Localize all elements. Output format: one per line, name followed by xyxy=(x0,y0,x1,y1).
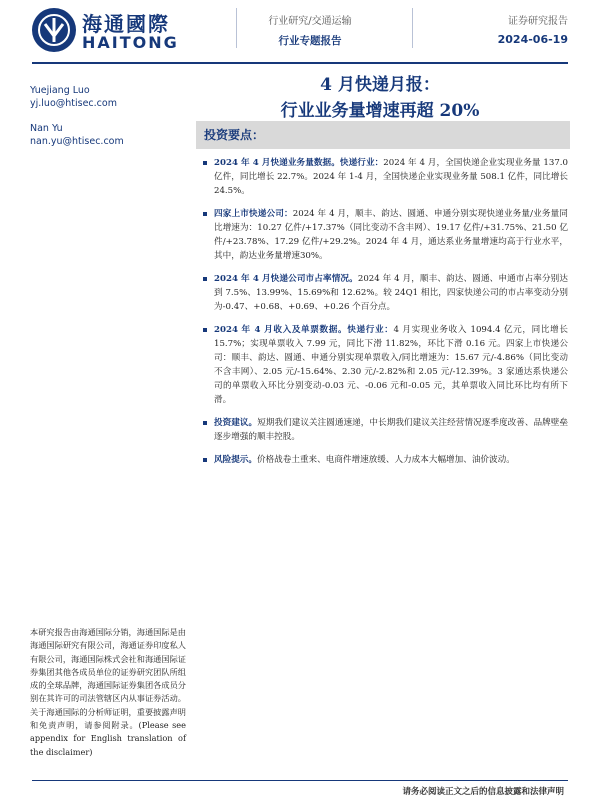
report-category: 行业研究/交通运输 xyxy=(268,16,352,27)
author-list xyxy=(30,84,180,160)
key-point xyxy=(202,416,568,444)
key-point-text: 短期我们建议关注圆通速递，中长期我们建议关注经营情况逐季度改善、品牌壁垒逐步增强的顺丰控股。 xyxy=(214,418,568,442)
logo-chinese-text: 海通國際 xyxy=(82,12,170,36)
report-date: 2024-06-19 xyxy=(497,33,568,46)
header-divider xyxy=(236,8,237,48)
logo-english-text: HAITONG xyxy=(82,33,179,52)
key-point xyxy=(202,207,568,263)
header-category-block xyxy=(240,12,380,48)
key-point-text: 2024 年 4 月，全国快递企业实现业务量 137.0 亿件，同比增长 22.7%。2024 年 1-4 月，全国快递企业实现业务量 508.1 亿件，同比增长 24.5%。 xyxy=(214,158,568,196)
key-point-lead: 2024 年 4 月收入及单票数据。快递行业： xyxy=(214,325,394,335)
haitong-logo xyxy=(32,6,212,58)
footer-rule xyxy=(32,780,568,781)
key-point-text: 2024 年 4 月，顺丰、韵达、圆通、申通市占率分别达到 7.5%、13.99%、15.69%和 12.62%。较 24Q1 相比，四家快递公司的市占率变动分别为-0.47、+0.68、+0.69、+0.26 个百分点。 xyxy=(214,274,568,312)
header-divider xyxy=(412,8,413,48)
key-point-text: 4 月实现业务收入 1094.4 亿元，同比增长 15.7%；实现单票收入 7.99 元，同比下滑 11.82%，环比下滑 0.16 元。四家上市快递公司：顺丰、韵达、圆通、申通分别实现单票收入/同比增速为：15.67 元/-4.86%（同比变动不含丰网）、2.05 元/-15.64%、2.30 元/-2.82%和 2.05 元/-12.39%。3 家通达系快递公司的单票收入环比分别变动-0.03 元、-0.06 元和-0.05 元，其单票收入同比环比均有所下滑。 xyxy=(214,325,569,405)
key-point xyxy=(202,323,568,407)
author-entry xyxy=(30,84,180,110)
key-point xyxy=(202,272,568,314)
footer-notice: 请务必阅读正文之后的信息披露和法律声明 xyxy=(402,787,564,797)
key-point-lead: 投资建议。 xyxy=(214,418,258,428)
key-point-lead: 四家上市快递公司： xyxy=(214,209,293,219)
report-header xyxy=(0,0,600,62)
haitong-emblem-icon xyxy=(32,8,76,52)
key-point-lead: 2024 年 4 月快递公司市占率情况。 xyxy=(214,274,358,284)
author-email[interactable]: nan.yu@htisec.com xyxy=(30,136,124,147)
title-line-1: 4 月快递月报： xyxy=(320,75,440,95)
key-point-lead: 2024 年 4 月快递业务量数据。快递行业： xyxy=(214,158,384,168)
key-point xyxy=(202,156,568,198)
author-name: Yuejiang Luo xyxy=(30,85,90,96)
report-title xyxy=(190,72,570,124)
header-date-block xyxy=(428,12,568,46)
author-name: Nan Yu xyxy=(30,123,63,134)
distribution-disclaimer: 本研究报告由海通国际分销，海通国际是由海通国际研究有限公司，海通证券印度私人有限公司，海通国际株式会社和海通国际证券集团其他各成员单位的证券研究团队所组成的全球品牌，海通国际证券集团各成员分别在其许可的司法管辖区内从事证券活动。关于海通国际的分析师证明，重要披露声明和免责声明，请参阅附录。(Please see appendix for English translation of the disclaimer) xyxy=(30,627,186,757)
report-type: 行业专题报告 xyxy=(278,35,342,47)
title-line-2: 行业业务量增速再超 20% xyxy=(280,101,480,121)
author-email[interactable]: yj.luo@htisec.com xyxy=(30,98,117,109)
author-entry xyxy=(30,122,180,148)
key-points-list xyxy=(202,156,568,476)
key-point-lead: 风险提示。 xyxy=(214,455,257,465)
header-rule xyxy=(32,62,568,64)
key-point-text: 价格战卷土重来、电商件增速放缓、人力成本大幅增加、油价波动。 xyxy=(256,455,515,465)
summary-heading: 投资要点： xyxy=(196,121,570,149)
key-point-text: 2024 年 4 月，顺丰、韵达、圆通、申通分别实现快递业务量/业务量同比增速为：10.27 亿件/+17.37%（同比变动不含丰网）、19.17 亿件/+31.75%、21.50 亿件/+23.78%、17.29 亿件/+29.2%。2024 年 4 月，通达系业务量增速均高于行业水平，其中，韵达业务量增速30%。 xyxy=(214,209,568,261)
key-point xyxy=(202,453,568,467)
report-kind: 证券研究报告 xyxy=(508,16,568,27)
